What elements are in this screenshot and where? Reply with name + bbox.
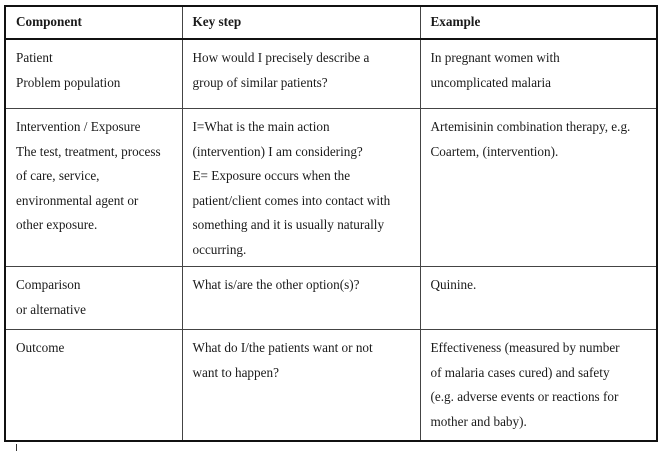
- cell-line: How would I precisely describe a: [192, 50, 370, 65]
- cell-line: In pregnant women with: [430, 50, 560, 65]
- cell-line: E= Exposure occurs when the: [192, 168, 351, 183]
- cell-key-step: [182, 267, 420, 330]
- cell-line: I=What is the main action: [192, 119, 330, 134]
- cell-line: (e.g. adverse events or reactions for: [430, 389, 619, 404]
- pico-table-container: [4, 5, 656, 442]
- cell-line: group of similar patients?: [192, 74, 328, 90]
- cell-example: [420, 330, 657, 442]
- cell-line: What do I/the patients want or not: [192, 340, 373, 355]
- cell-example: [420, 267, 657, 330]
- cell-line: patient/client comes into contact with: [192, 192, 391, 208]
- cell-key-step: [182, 330, 420, 442]
- header-example: Example: [420, 6, 657, 39]
- cell-key-step: [182, 39, 420, 109]
- cell-line: Artemisinin combination therapy, e.g.: [430, 119, 631, 134]
- pico-table: [4, 5, 658, 442]
- cell-component: [5, 109, 182, 267]
- table-row-comparison: [5, 267, 657, 330]
- cell-line: of care, service,: [16, 168, 100, 183]
- cell-component: [5, 267, 182, 330]
- cell-key-step: [182, 109, 420, 267]
- cell-line: uncomplicated malaria: [430, 74, 551, 90]
- cell-line: Comparison: [16, 277, 81, 292]
- table-row-intervention: [5, 109, 657, 267]
- cell-line: other exposure.: [16, 217, 98, 232]
- cell-line: occurring.: [192, 241, 247, 257]
- cell-line: of malaria cases cured) and safety: [430, 364, 610, 380]
- cell-example: [420, 109, 657, 267]
- cell-line: something and it is usually naturally: [192, 217, 385, 232]
- table-row-outcome: [5, 330, 657, 442]
- cell-line: Outcome: [16, 340, 65, 355]
- cell-example: [420, 39, 657, 109]
- cell-line: Intervention / Exposure: [16, 119, 141, 134]
- header-component: Component: [5, 6, 182, 39]
- table-row-patient: [5, 39, 657, 109]
- page-edge-mark: [16, 444, 17, 451]
- cell-line: environmental agent or: [16, 192, 139, 208]
- cell-line: or alternative: [16, 301, 86, 317]
- cell-line: Quinine.: [430, 277, 477, 292]
- cell-component: [5, 39, 182, 109]
- cell-line: Problem population: [16, 74, 121, 90]
- cell-line: mother and baby).: [430, 413, 527, 429]
- cell-line: Effectiveness (measured by number: [430, 340, 620, 355]
- cell-line: The test, treatment, process: [16, 143, 161, 159]
- cell-line: Coartem, (intervention).: [430, 143, 559, 159]
- cell-line: Patient: [16, 50, 53, 65]
- header-key-step: Key step: [182, 6, 420, 39]
- table-header-row: [5, 6, 657, 39]
- cell-line: want to happen?: [192, 364, 279, 380]
- cell-line: What is/are the other option(s)?: [192, 277, 360, 292]
- cell-component: [5, 330, 182, 442]
- cell-line: (intervention) I am considering?: [192, 143, 363, 159]
